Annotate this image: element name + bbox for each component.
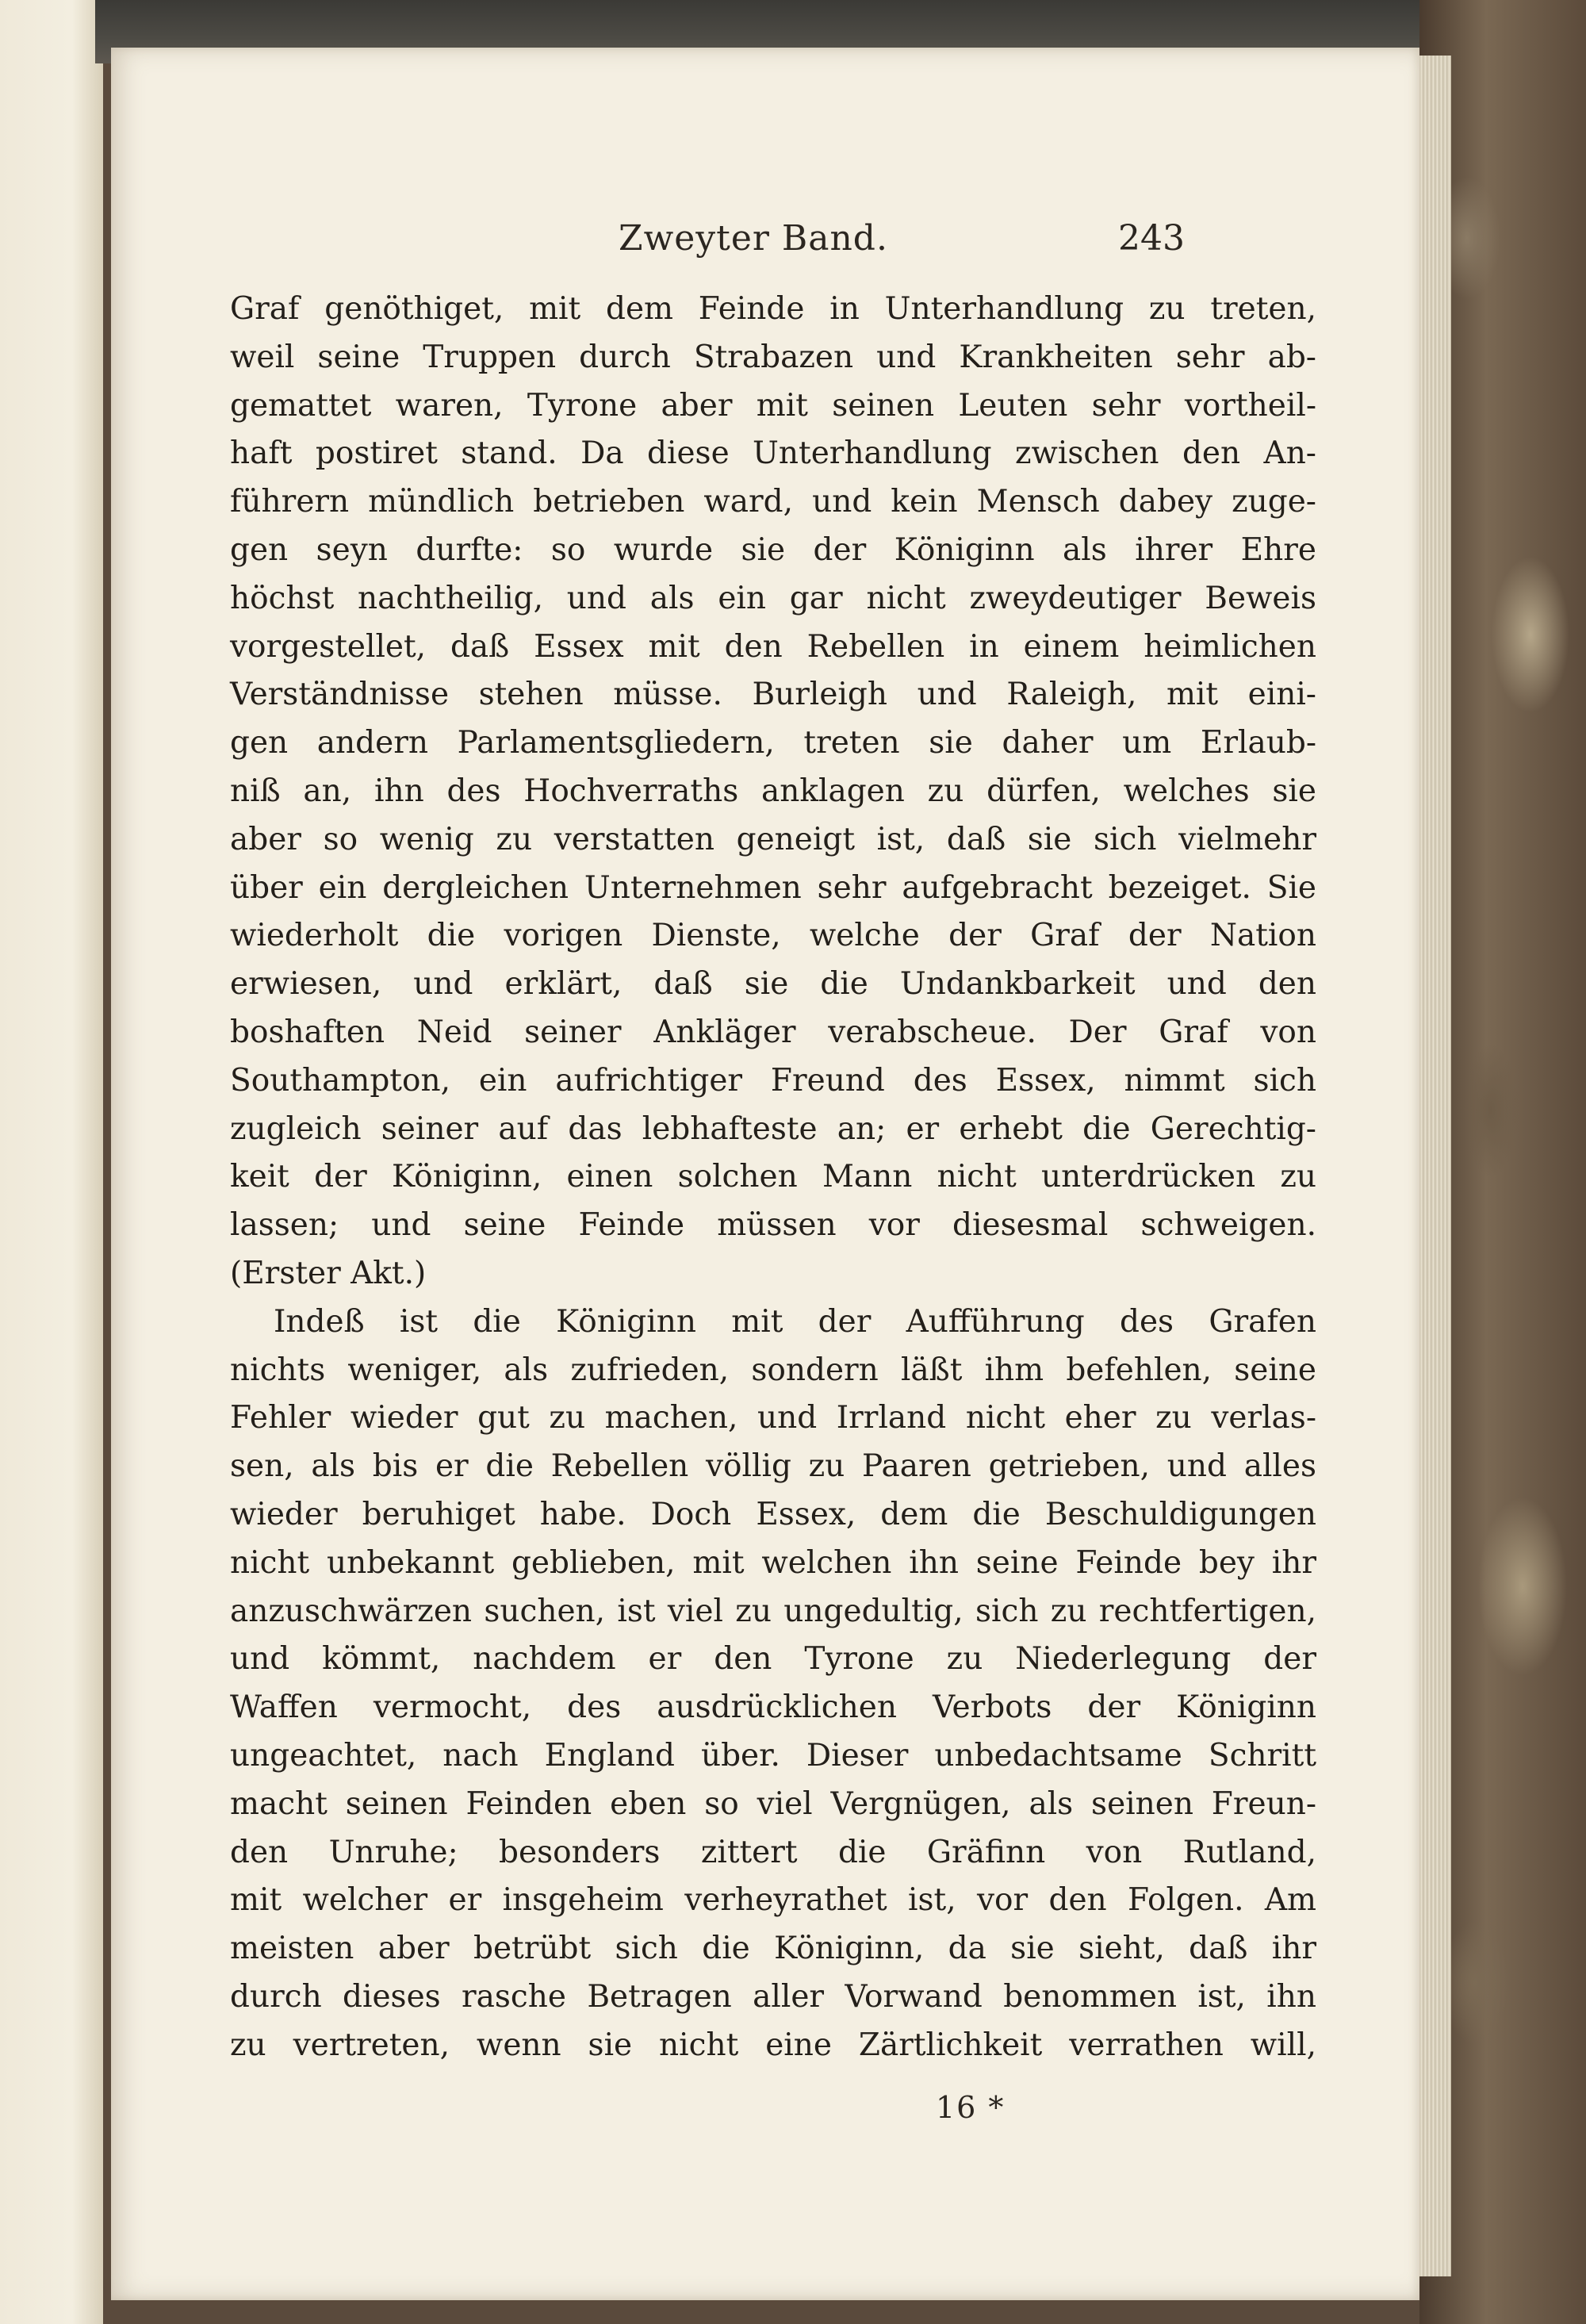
book-page xyxy=(111,48,1419,2300)
text-line: Graf genöthiget, mit dem Feinde in Unterhandlung zu treten, xyxy=(230,291,1316,327)
text-line: weil seine Truppen durch Strabazen und Krankheiten sehr ab- xyxy=(230,339,1316,375)
signature-mark: 16 * xyxy=(936,2090,1006,2125)
text-line: Indeß ist die Königinn mit der Aufführung des Grafen xyxy=(274,1303,1316,1340)
text-line: gemattet waren, Tyrone aber mit seinen Leuten sehr vortheil- xyxy=(230,387,1316,424)
text-line: (Erster Akt.) xyxy=(230,1255,427,1291)
text-line: nicht unbekannt geblieben, mit welchen ihn seine Feinde bey ihr xyxy=(230,1544,1316,1581)
text-line: zu vertreten, wenn sie nicht eine Zärtlichkeit verrathen will, xyxy=(230,2027,1316,2063)
text-line: macht seinen Feinden eben so viel Vergnügen, als seinen Freun- xyxy=(230,1785,1316,1822)
running-head: Zweyter Band. xyxy=(619,218,888,259)
text-line: boshaften Neid seiner Ankläger verabscheue. Der Graf von xyxy=(230,1014,1316,1050)
text-line: haft postiret stand. Da diese Unterhandlung zwischen den An- xyxy=(230,435,1316,472)
text-line: keit der Königinn, einen solchen Mann nicht unterdrücken zu xyxy=(230,1159,1316,1195)
text-line: höchst nachtheilig, und als ein gar nicht zweydeutiger Beweis xyxy=(230,580,1316,616)
text-line: Verständnisse stehen müsse. Burleigh und Raleigh, mit eini- xyxy=(230,677,1316,713)
text-line: wiederholt die vorigen Dienste, welche der Graf der Nation xyxy=(230,918,1316,954)
page-header xyxy=(111,218,1419,274)
body-text xyxy=(230,286,1316,2069)
text-line: anzuschwärzen suchen, ist viel zu ungedultig, sich zu rechtfertigen, xyxy=(230,1593,1316,1629)
text-line: gen andern Parlamentsgliedern, treten sie daher um Erlaub- xyxy=(230,725,1316,761)
text-line: zugleich seiner auf das lebhafteste an; er erhebt die Gerechtig- xyxy=(230,1110,1316,1147)
text-line: über ein dergleichen Unternehmen sehr aufgebracht bezeiget. Sie xyxy=(230,869,1316,906)
text-line: meisten aber betrübt sich die Königinn, da sie sieht, daß ihr xyxy=(230,1931,1316,1967)
text-line: wieder beruhiget habe. Doch Essex, dem die Beschuldigungen xyxy=(230,1496,1316,1532)
text-line: aber so wenig zu verstatten geneigt ist, daß sie sich vielmehr xyxy=(230,821,1316,857)
page-number: 243 xyxy=(1118,218,1185,259)
text-line: Southampton, ein aufrichtiger Freund des Essex, nimmt sich xyxy=(230,1062,1316,1099)
text-line: den Unruhe; besonders zittert die Gräfinn von Rutland, xyxy=(230,1834,1316,1870)
text-line: mit welcher er insgeheim verheyrathet ist, vor den Folgen. Am xyxy=(230,1882,1316,1919)
text-line: nichts weniger, als zufrieden, sondern läßt ihm befehlen, seine xyxy=(230,1352,1316,1388)
text-line: sen, als bis er die Rebellen völlig zu Paaren getrieben, und alles xyxy=(230,1448,1316,1485)
text-line: erwiesen, und erklärt, daß sie die Undankbarkeit und den xyxy=(230,966,1316,1003)
text-line: durch dieses rasche Betragen aller Vorwand benommen ist, ihn xyxy=(230,1978,1316,2015)
text-line: lassen; und seine Feinde müssen vor diesesmal schweigen. xyxy=(230,1207,1316,1244)
text-line: gen seyn durfte: so wurde sie der Königinn als ihrer Ehre xyxy=(230,531,1316,568)
text-line: Fehler wieder gut zu machen, und Irrland nicht eher zu verlas- xyxy=(230,1400,1316,1436)
text-line: und kömmt, nachdem er den Tyrone zu Niederlegung der xyxy=(230,1641,1316,1678)
text-line: Waffen vermocht, des ausdrücklichen Verbots der Königinn xyxy=(230,1689,1316,1726)
text-line: führern mündlich betrieben ward, und kein Mensch dabey zuge- xyxy=(230,484,1316,520)
text-line: ungeachtet, nach England über. Dieser unbedachtsame Schritt xyxy=(230,1737,1316,1774)
left-page-edge xyxy=(0,0,103,2324)
text-line: niß an, ihn des Hochverraths anklagen zu dürfen, welches sie xyxy=(230,773,1316,809)
text-line: vorgestellet, daß Essex mit den Rebellen in einem heimlichen xyxy=(230,628,1316,665)
